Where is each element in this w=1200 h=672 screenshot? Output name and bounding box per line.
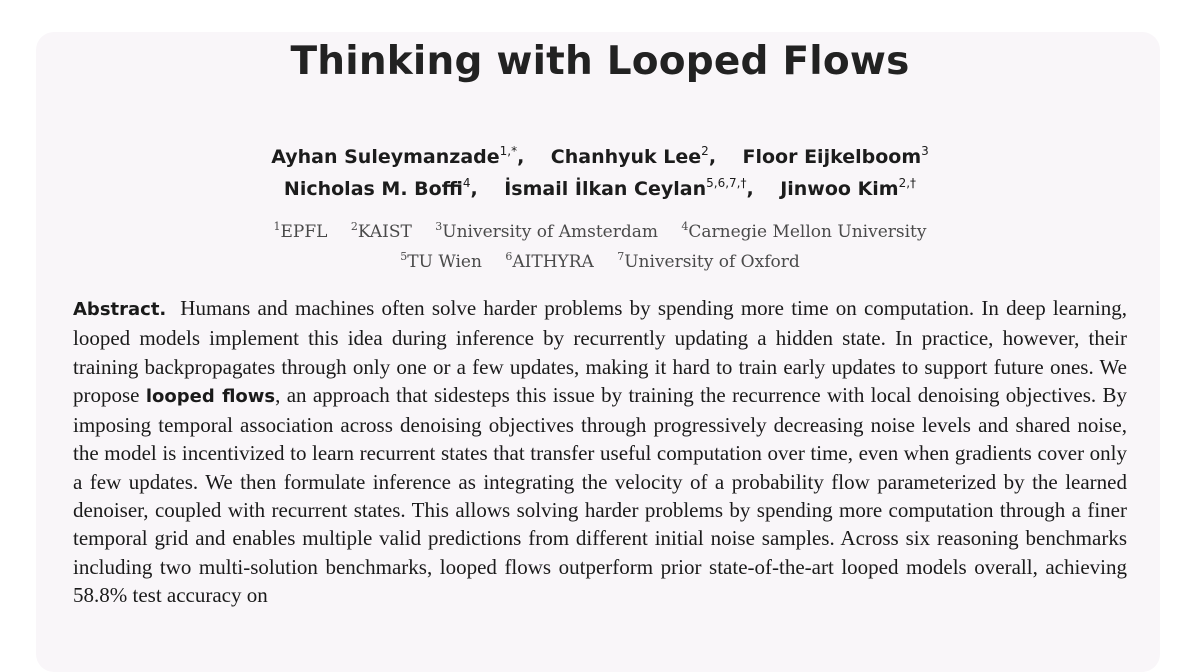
author-name	[551, 146, 709, 168]
author-list-line-2	[0, 178, 1200, 200]
affiliation-name: University of Oxford	[624, 252, 800, 272]
author-name-text: Nicholas M. Boffi	[283, 178, 463, 200]
affiliation-marker: 4	[681, 220, 689, 233]
author-name	[504, 178, 746, 200]
abstract-paragraph	[73, 294, 1127, 609]
abstract-text-continued: , an approach that sidesteps this issue by training the recurrence with local denoising objectives. By imposing temporal association across denoising objectives through progressively decreasing noise levels and shared noise, the model is incentivized to learn recurrent states that transfer useful computation over time, even when gradients cover only a few updates. We then formulate inference as integrating the velocity of a probability flow parameterized by the learned denoiser, coupled with recurrent states. This allows solving harder problems by spending more computation through a finer temporal grid and enables multiple valid predictions from different initial noise samples. Across six reasoning benchmarks including two multi-solution benchmarks, looped flows outperform prior state-of-the-art looped models overall, achieving 58.8% test accuracy on	[73, 382, 1128, 607]
affiliation-marker: 3	[435, 220, 443, 233]
affiliation-list-line-2	[0, 252, 1200, 272]
affiliation-marker: 1	[273, 220, 281, 233]
author-affiliation-marker: 5,6,7,†	[706, 176, 747, 190]
affiliation-marker: 7	[617, 250, 625, 263]
affiliation	[400, 252, 482, 272]
author-name-text: İsmail İlkan Ceylan	[504, 178, 707, 200]
affiliation	[274, 222, 328, 242]
affiliation-marker: 2	[350, 220, 358, 233]
author-affiliation-marker: 2	[701, 144, 709, 158]
affiliation	[435, 222, 658, 242]
author-name	[284, 178, 471, 200]
abstract-emphasis: looped flows	[145, 385, 276, 407]
author-list-line-1	[0, 146, 1200, 168]
abstract-text: Humans and machines often solve harder problems by spending more time on computation. In deep learning, looped models implement this idea during inference by recurrently updating a hidden state. In practice, however, their training backpropagates through only one or a few updates, making it hard to train early updates to support future ones. We propose	[73, 296, 1127, 407]
affiliation-marker: 6	[505, 250, 513, 263]
author-name-text: Chanhyuk Lee	[550, 146, 702, 168]
author-name-text: Floor Eijkelboom	[742, 146, 922, 168]
author-separator: ,	[517, 146, 545, 168]
affiliation-name: Carnegie Mellon University	[688, 222, 927, 242]
author-name	[271, 146, 517, 168]
paper-title: Thinking with Looped Flows	[290, 39, 910, 84]
affiliation	[681, 222, 926, 242]
affiliation-name: University of Amsterdam	[442, 222, 658, 242]
author-affiliation-marker: 3	[921, 144, 929, 158]
affiliation-name: TU Wien	[407, 252, 482, 272]
author-name	[743, 146, 929, 168]
author-name	[780, 178, 916, 200]
abstract-label: Abstract.	[73, 299, 167, 320]
affiliation-marker: 5	[400, 250, 408, 263]
author-name-text: Jinwoo Kim	[780, 178, 899, 200]
affiliation-name: EPFL	[280, 222, 328, 242]
author-affiliation-marker: 2,†	[898, 176, 917, 190]
author-separator: ,	[746, 178, 774, 200]
author-separator: ,	[470, 178, 498, 200]
author-affiliation-marker: 1,*	[499, 144, 518, 158]
affiliation-name: AITHYRA	[512, 252, 594, 272]
author-name-text: Ayhan Suleymanzade	[271, 146, 500, 168]
affiliation	[505, 252, 593, 272]
affiliation-name: KAIST	[357, 222, 412, 242]
affiliation	[351, 222, 412, 242]
author-affiliation-marker: 4	[462, 176, 471, 190]
author-separator: ,	[708, 146, 736, 168]
affiliation	[617, 252, 800, 272]
affiliation-list-line-1	[0, 222, 1200, 242]
